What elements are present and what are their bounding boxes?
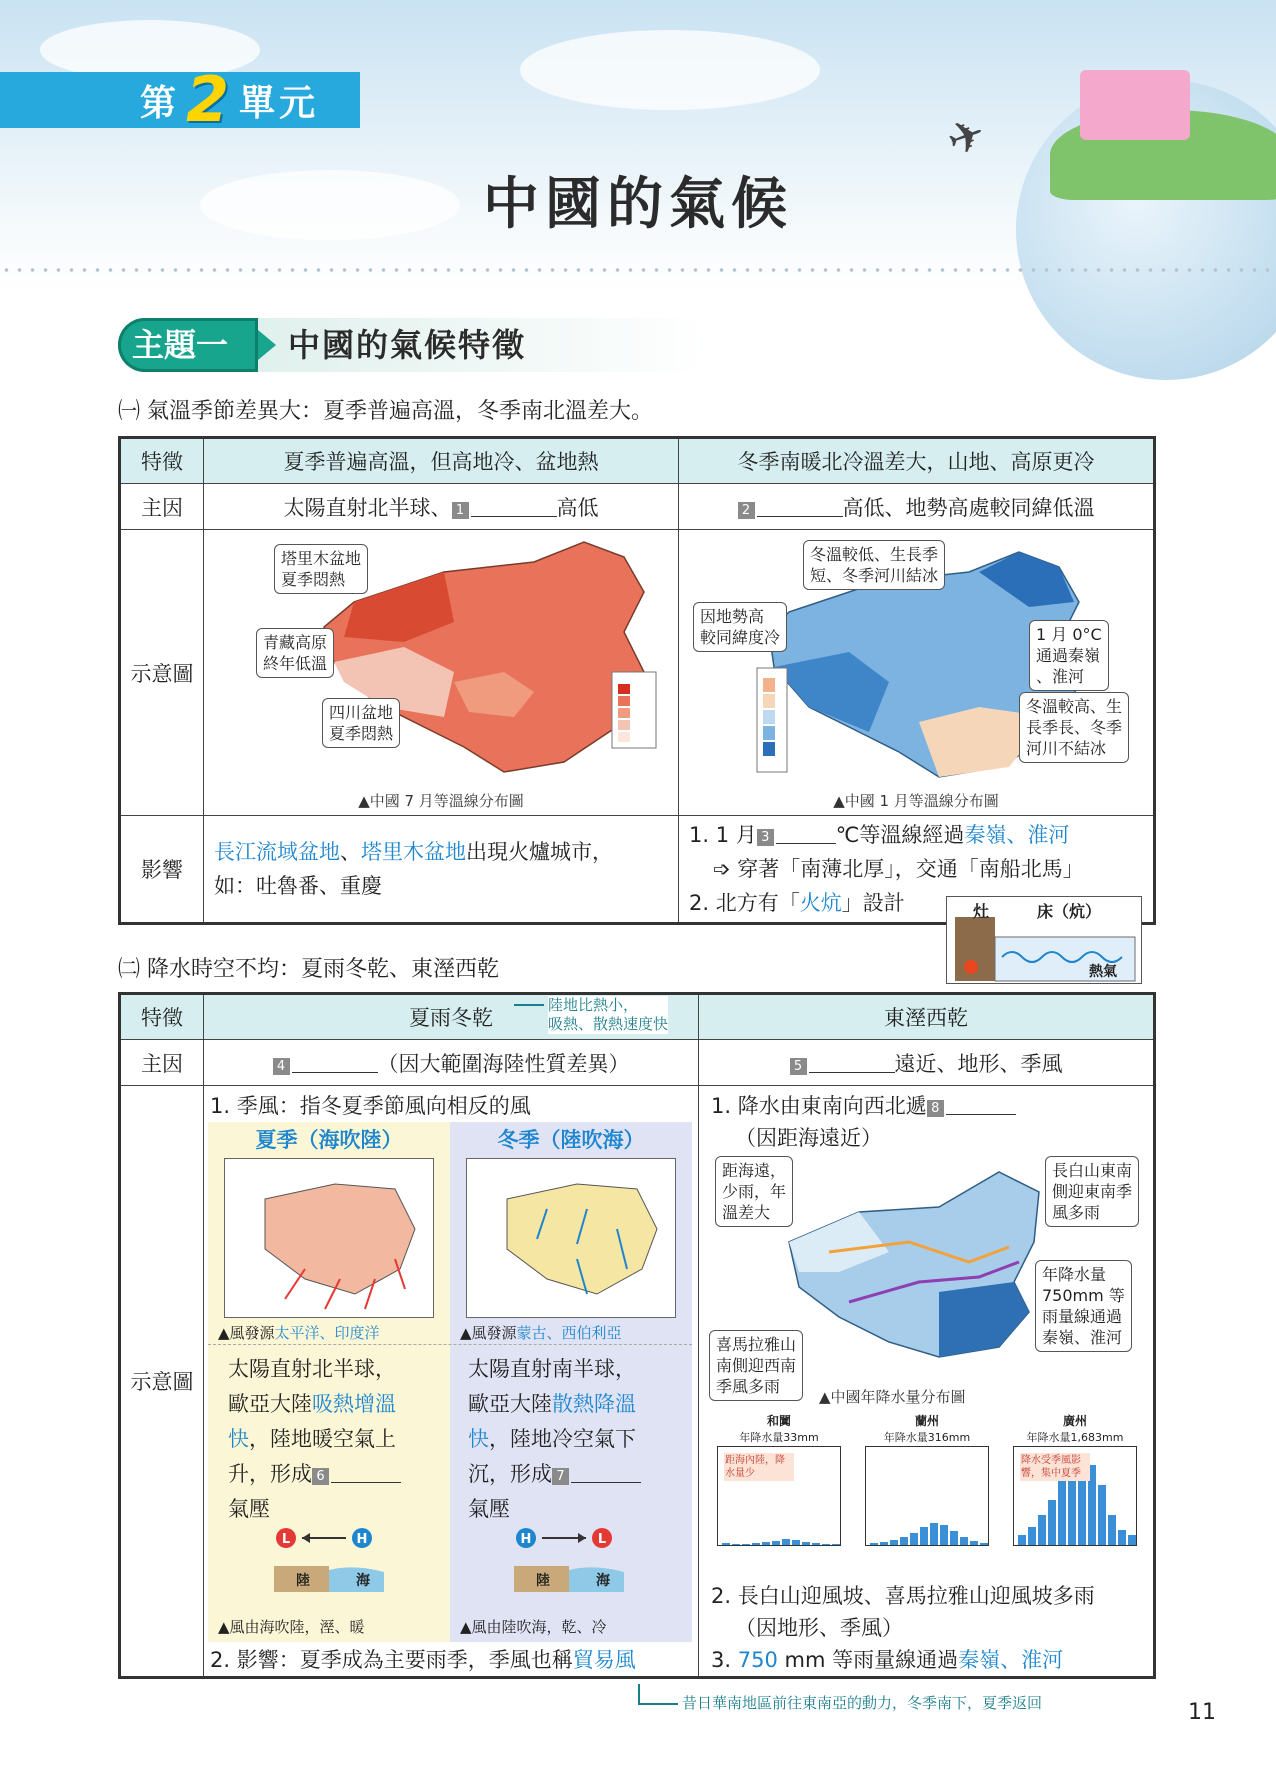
climate-bar <box>870 1543 878 1545</box>
summer-land <box>265 1184 415 1294</box>
impact-examples: 如：吐魯番、重慶 <box>214 874 382 898</box>
climate-bar <box>930 1523 938 1545</box>
topic-title: 中國的氣候特徵 <box>288 326 527 364</box>
precip-point-2: 2. 長白山迎風坡、喜馬拉雅山迎風坡多雨 <box>711 1584 1095 1608</box>
impact-1-result: ➩ 穿著「南薄北厚」，交通「南船北馬」 <box>713 857 1084 881</box>
callout-himalaya <box>709 1330 803 1401</box>
climate-bar <box>940 1525 948 1545</box>
callout-text: 年降水量 750mm 等 雨量線通過 秦嶺、淮河 <box>1042 1265 1125 1347</box>
winter-wind-caption: ▲風由陸吹海，乾、冷 <box>460 1618 607 1636</box>
summer-text-blue: 吸熱增溫 <box>312 1392 396 1416</box>
precip-point-3 <box>711 1644 1063 1674</box>
summer-text-line: 太陽直射北半球， <box>228 1357 396 1381</box>
source-prefix: ▲風發源 <box>460 1324 517 1342</box>
climate-bar <box>1048 1500 1056 1545</box>
fill-blank <box>809 1053 895 1073</box>
climate-bar <box>1128 1535 1136 1545</box>
summer-source-blue: 太平洋、印度洋 <box>274 1324 380 1342</box>
callout-text: 冬溫較高、生 長季長、冬季 河川不結冰 <box>1026 696 1123 758</box>
climate-bar <box>1108 1515 1116 1545</box>
section1-heading: ㈠ 氣溫季節差異大：夏季普遍高溫，冬季南北溫差大。 <box>118 399 653 424</box>
climate-bar <box>960 1537 968 1545</box>
climate-bar <box>890 1540 898 1545</box>
fill-blank <box>757 497 843 517</box>
winter-text-blue: 快 <box>468 1427 489 1451</box>
climate-bar <box>970 1541 978 1545</box>
climate-bar <box>822 1544 830 1545</box>
climate-bar <box>812 1543 820 1545</box>
row-label-diagram: 示意圖 <box>120 530 204 816</box>
climate-chart-annual: 年降水量1,683mm <box>1026 1431 1124 1444</box>
feature-left: 夏雨冬乾 <box>204 994 699 1040</box>
row-label-cause: 主因 <box>120 484 204 530</box>
climate-chart-annual: 年降水量33mm <box>739 1431 819 1444</box>
page-header-background <box>0 0 1276 290</box>
legend-swatch <box>763 678 775 692</box>
climate-bar <box>1058 1475 1066 1545</box>
climate-bar <box>772 1541 780 1545</box>
impact-2-suffix: 」設計 <box>841 891 905 915</box>
summer-source <box>218 1322 380 1343</box>
blank-number: 3 <box>757 829 774 846</box>
callout-text: 塔里木盆地 夏季悶熱 <box>281 548 362 589</box>
impact-1-text: ℃等溫線經過 <box>835 823 965 847</box>
climate-charts <box>709 1412 1149 1562</box>
sea-label: 海 <box>596 1573 610 1589</box>
callout-north-winter <box>803 540 945 590</box>
july-caption: ▲中國 7 月等溫線分布圖 <box>358 791 524 810</box>
high-pressure-letter: H <box>520 1532 532 1547</box>
legend-swatch <box>618 732 630 742</box>
row-label-feature: 特徵 <box>120 438 204 484</box>
precip-point-1-reason: （因距海遠近） <box>735 1126 882 1150</box>
legend-swatch <box>763 710 775 724</box>
kang-illustration <box>946 896 1142 984</box>
jan-map-cell <box>679 530 1155 816</box>
climate-bar <box>752 1543 760 1545</box>
callout-text: 青藏高原 終年低溫 <box>263 632 328 673</box>
climate-chart-frame <box>717 1446 841 1546</box>
monsoon-intro: 1. 季風：指冬夏季節風向相反的風 <box>210 1094 531 1118</box>
winter-text-line: 氣壓 <box>468 1497 510 1521</box>
climate-bar <box>1038 1515 1046 1545</box>
blank-number: 6 <box>312 1468 329 1485</box>
winter-text-line: 歐亞大陸 <box>468 1392 552 1416</box>
climate-bar <box>880 1542 888 1545</box>
precipitation-table <box>118 992 1156 1679</box>
callout-high-altitude <box>693 602 787 652</box>
isohyet-value: 750 <box>737 1648 778 1672</box>
impact-2-prefix: 2. 北方有「 <box>689 891 800 915</box>
climate-bar <box>1098 1485 1106 1545</box>
feature-right: 東溼西乾 <box>699 994 1155 1040</box>
winter-text-line: ，陸地冷空氣下 <box>489 1427 636 1451</box>
source-prefix: ▲風發源 <box>218 1324 275 1342</box>
winter-feature: 冬季南暖北冷溫差大，山地、高原更冷 <box>679 438 1155 484</box>
climate-bar <box>910 1533 918 1545</box>
row-label-feature: 特徵 <box>120 994 204 1040</box>
topic-arrow-icon <box>258 330 276 360</box>
blank-number: 7 <box>552 1468 569 1485</box>
dotted-divider <box>0 268 1276 272</box>
impact-1-blue: 秦嶺、淮河 <box>964 823 1070 847</box>
fill-blank <box>776 824 836 844</box>
climate-bar <box>762 1542 770 1545</box>
climate-bar <box>920 1527 928 1545</box>
land-label: 陸 <box>536 1573 550 1589</box>
precip-point-2-reason: （因地形、季風） <box>735 1616 903 1640</box>
callout-dry-west <box>715 1156 793 1227</box>
callout-text: 因地勢高 較同緯度冷 <box>700 606 781 647</box>
wet-southeast-zone <box>939 1282 1029 1357</box>
legend-swatch <box>763 726 775 740</box>
jan-caption: ▲中國 1 月等溫線分布圖 <box>833 791 999 810</box>
impact-1-prefix: 1. 1 月 <box>689 823 757 847</box>
legend-swatch <box>763 742 775 756</box>
summer-explanation <box>228 1352 401 1527</box>
arrow-head <box>578 1533 586 1543</box>
callout-zero-line <box>1029 620 1109 691</box>
summer-text-blue: 快 <box>228 1427 249 1451</box>
unit-suffix: 單元 <box>239 83 320 124</box>
precip-point-1 <box>711 1090 1016 1120</box>
summer-feature: 夏季普遍高溫，但高地冷、盆地熱 <box>204 438 679 484</box>
bottom-note-connector <box>638 1684 640 1704</box>
summer-cause-post: 高低 <box>556 495 599 520</box>
chapter-title: 中國的氣候 <box>483 172 793 237</box>
climate-bar <box>900 1537 908 1545</box>
blank-number: 8 <box>927 1100 944 1117</box>
side-note: 陸地比熱小， 吸熱、散熱速度快 <box>548 996 669 1033</box>
climate-chart-annual: 年降水量316mm <box>883 1431 971 1444</box>
fill-blank <box>331 1463 401 1483</box>
climate-bar <box>722 1543 730 1545</box>
summer-text-line: 歐亞大陸 <box>228 1392 312 1416</box>
callout-text: 長白山東南 側迎東南季 風多雨 <box>1052 1161 1133 1222</box>
summer-wind-caption: ▲風由海吹陸，溼、暖 <box>218 1618 365 1636</box>
summer-impact <box>204 816 679 924</box>
blank-number: 5 <box>790 1058 807 1075</box>
airplane-icon: ✈ <box>940 107 993 168</box>
bottom-note: 昔日華南地區前往東南亞的動力，冬季南下，夏季返回 <box>682 1694 1043 1712</box>
impact-basin-1: 長江流域盆地 <box>214 840 340 864</box>
climate-chart-note: 降水受季風影響，集中夏季 <box>1020 1453 1090 1481</box>
climate-chart-city: 和闐 <box>766 1414 791 1428</box>
climate-chart-city: 廣州 <box>1062 1414 1087 1428</box>
arrow-head <box>302 1533 310 1543</box>
callout-tarim <box>274 544 368 594</box>
climate-chart <box>857 1412 997 1562</box>
impact-basin-2: 塔里木盆地 <box>361 840 466 864</box>
climate-bar <box>1028 1527 1036 1545</box>
section2-heading: ㈡ 降水時空不均：夏雨冬乾、東溼西乾 <box>118 957 499 982</box>
climate-chart-frame <box>1013 1446 1137 1546</box>
callout-text: 四川盆地 夏季悶熱 <box>329 702 394 743</box>
climate-chart <box>1005 1412 1145 1562</box>
fill-blank <box>571 1463 641 1483</box>
castle-illustration <box>1080 70 1190 140</box>
kang-label-bed: 床（炕） <box>1037 902 1102 921</box>
sea-label: 海 <box>356 1573 370 1589</box>
summer-pressure-diagram <box>264 1526 394 1596</box>
cloud-decoration <box>520 30 820 110</box>
summer-monsoon-map <box>224 1158 434 1318</box>
low-pressure-letter: L <box>281 1532 291 1547</box>
cause-left-text: （因大範圍海陸性質差異） <box>377 1051 630 1076</box>
unit-band <box>0 63 360 136</box>
winter-cause <box>679 484 1155 530</box>
separator: 、 <box>340 840 361 864</box>
impact-text: 出現火爐城市， <box>466 840 613 864</box>
callout-sichuan <box>322 698 400 748</box>
panel-divider <box>208 1344 692 1345</box>
winter-source <box>460 1322 622 1343</box>
unit-prefix: 第 <box>140 83 181 124</box>
row-label-diagram: 示意圖 <box>120 1086 204 1678</box>
callout-changbai <box>1045 1156 1139 1227</box>
climate-bar <box>782 1539 790 1545</box>
climate-bar <box>950 1531 958 1545</box>
winter-explanation <box>468 1352 641 1527</box>
impact-text: 2. 影響：夏季成為主要雨季，季風也稱 <box>210 1648 573 1672</box>
summer-text-line: 升，形成 <box>228 1462 312 1486</box>
climate-bar <box>742 1544 750 1545</box>
cause-right-text: 遠近、地形、季風 <box>894 1051 1063 1076</box>
precip-cell <box>699 1086 1155 1678</box>
winter-text-line: 太陽直射南半球， <box>468 1357 636 1381</box>
winter-pressure-diagram <box>504 1526 634 1596</box>
blank-number: 4 <box>273 1058 290 1075</box>
low-pressure-letter: L <box>597 1532 607 1547</box>
fill-blank <box>946 1095 1016 1115</box>
cause-left <box>204 1040 699 1086</box>
page-number: 11 <box>1188 1700 1216 1725</box>
july-isotherm-figure <box>204 532 678 814</box>
legend-swatch <box>763 694 775 708</box>
side-note-connector <box>514 1004 544 1006</box>
climate-chart <box>709 1412 849 1562</box>
precip-panel <box>699 1086 1153 1676</box>
climate-bar <box>792 1540 800 1545</box>
callout-text: 1 月 0°C 通過秦嶺 、淮河 <box>1036 624 1102 686</box>
climate-bar <box>1118 1530 1126 1545</box>
summer-cause <box>204 484 679 530</box>
climate-bar <box>832 1544 840 1545</box>
climate-bar <box>732 1544 740 1545</box>
climate-bar <box>980 1543 988 1545</box>
callout-tibet <box>256 628 334 678</box>
temperature-table <box>118 436 1156 925</box>
winter-cause-post: 高低、地勢高處較同緯低溫 <box>842 495 1095 520</box>
climate-chart-city: 蘭州 <box>914 1414 939 1428</box>
fill-blank <box>292 1053 378 1073</box>
legend-swatch <box>618 708 630 718</box>
monsoon-cell <box>204 1086 699 1678</box>
kang-term: 火炕 <box>799 891 842 915</box>
high-pressure-letter: H <box>356 1532 368 1547</box>
summer-text-line: ，陸地暖空氣上 <box>249 1427 396 1451</box>
monsoon-panel <box>204 1086 698 1676</box>
summer-text-line: 氣壓 <box>228 1497 270 1521</box>
blank-number: 2 <box>738 502 755 519</box>
legend-swatch <box>618 720 630 730</box>
climate-chart-frame <box>865 1446 989 1546</box>
callout-text: 距海遠， 少雨，年 溫差大 <box>722 1161 787 1222</box>
cause-right <box>699 1040 1155 1086</box>
point-text: mm 等雨量線通過 <box>777 1648 959 1672</box>
climate-bar <box>802 1542 810 1545</box>
kang-label-stove: 灶 <box>973 902 990 921</box>
legend-swatch <box>618 684 630 694</box>
climate-bar <box>1018 1535 1026 1545</box>
winter-text-line: 沉，形成 <box>468 1462 552 1486</box>
callout-south-winter <box>1019 692 1129 763</box>
summer-title: 夏季（海吹陸） <box>255 1128 403 1152</box>
land-label: 陸 <box>296 1573 310 1589</box>
fill-blank <box>471 497 557 517</box>
monsoon-impact <box>210 1644 636 1674</box>
winter-monsoon-map <box>466 1158 676 1318</box>
point-text: 3. <box>711 1648 738 1672</box>
winter-title: 冬季（陸吹海） <box>497 1128 645 1152</box>
winter-text-blue: 散熱降溫 <box>552 1392 636 1416</box>
precip-caption: ▲中國年降水量分布圖 <box>819 1388 966 1406</box>
topic-tag: 主題一 <box>118 318 258 372</box>
july-map-cell <box>204 530 679 816</box>
point-text: 1. 降水由東南向西北遞 <box>711 1094 927 1118</box>
qinling-huaihe: 秦嶺、淮河 <box>958 1648 1064 1672</box>
precip-map-svg <box>769 1152 1049 1362</box>
callout-text: 喜馬拉雅山 南側迎西南 季風多雨 <box>716 1335 797 1396</box>
climate-chart-note: 距海內陸，降水量少 <box>724 1453 794 1481</box>
legend-swatch <box>618 696 630 706</box>
row-label-impact: 影響 <box>120 816 204 924</box>
climate-bar <box>1078 1470 1086 1545</box>
fire-icon <box>964 960 978 974</box>
unit-number: 2 <box>186 63 234 136</box>
callout-text: 冬溫較低、生長季 短、冬季河川結冰 <box>810 544 939 585</box>
kang-label-heat: 熱氣 <box>1089 964 1117 980</box>
callout-750mm <box>1035 1260 1132 1352</box>
summer-cause-pre: 太陽直射北半球、 <box>283 495 452 520</box>
trade-wind-term: 貿易風 <box>572 1648 636 1672</box>
bottom-note-connector <box>638 1703 678 1705</box>
row-label-cause: 主因 <box>120 1040 204 1086</box>
blank-number: 1 <box>452 502 469 519</box>
winter-source-blue: 蒙古、西伯利亞 <box>516 1324 622 1342</box>
jan-isotherm-figure <box>679 532 1153 814</box>
